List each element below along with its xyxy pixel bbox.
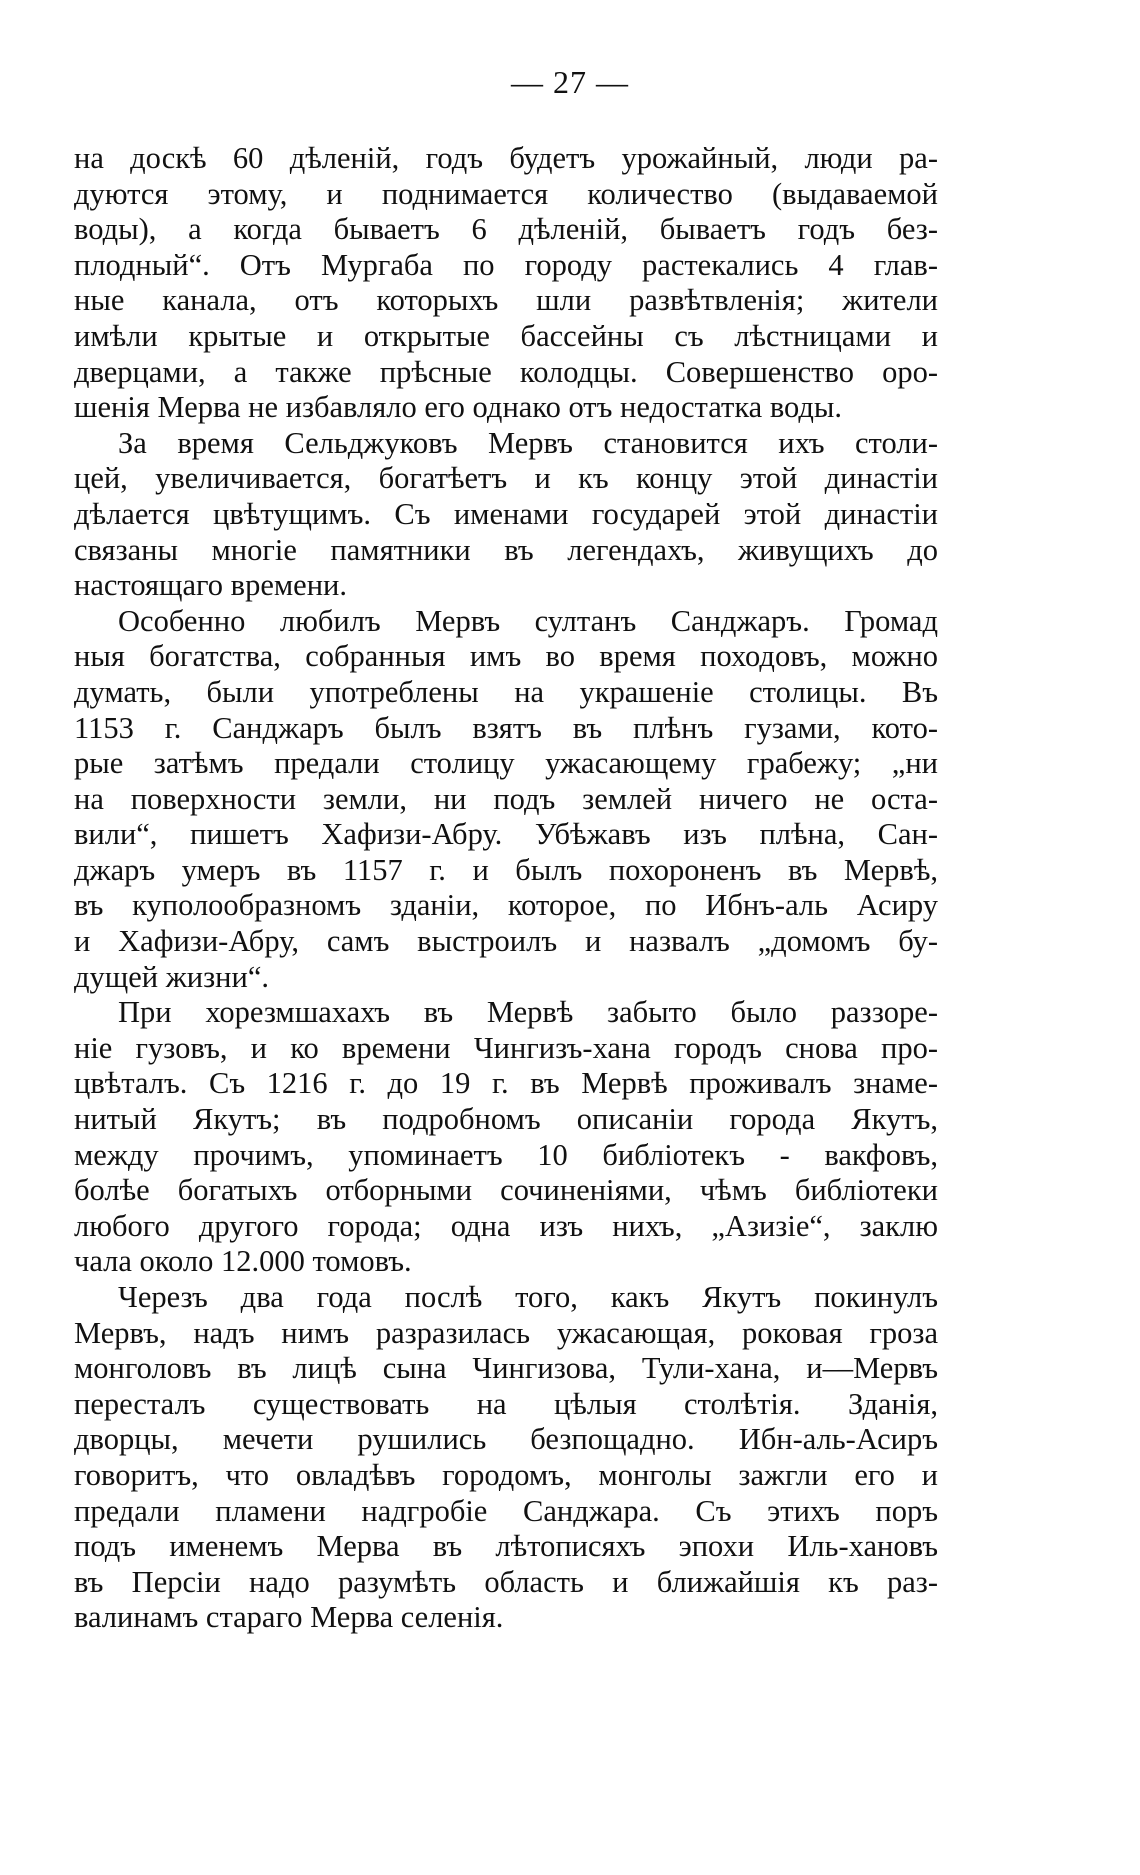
text-line: говоритъ, что овладѣвъ городомъ, монголы зажгли его и xyxy=(74,1457,938,1492)
text-line: монголовъ въ лицѣ сына Чингизова, Тули-хана, и––Мервъ xyxy=(74,1351,938,1386)
text-line: джаръ умеръ въ 1157 г. и былъ похороненъ въ Мервѣ, xyxy=(74,852,938,887)
text-line: пересталъ существовать на цѣлыя столѣтія. Зданія, xyxy=(74,1386,938,1421)
body-text xyxy=(74,141,938,1636)
text-line: думать, были употреблены на украшеніе столицы. Въ xyxy=(74,674,938,709)
text-line: валинамъ стараго Мерва селенія. xyxy=(74,1600,504,1635)
text-line: въ Персіи надо разумѣть область и ближайшія къ раз- xyxy=(74,1564,938,1599)
text-line: ніе гузовъ, и ко времени Чингизъ-хана городъ снова про- xyxy=(74,1030,938,1065)
text-line: При хорезмшахахъ въ Мервѣ забыто было раззоре- xyxy=(118,995,938,1030)
text-line: 1153 г. Санджаръ былъ взятъ въ плѣнъ гузами, кото- xyxy=(74,710,938,745)
text-line: Мервъ, надъ нимъ разразилась ужасающая, роковая гроза xyxy=(74,1315,938,1350)
text-line: дворцы, мечети рушились безпощадно. Ибн-аль-Асиръ xyxy=(74,1422,938,1457)
text-line: дверцами, а также прѣсные колодцы. Совершенство оро- xyxy=(74,354,938,389)
text-line: предали пламени надгробіе Санджара. Съ этихъ поръ xyxy=(74,1493,938,1528)
text-line: За время Сельджуковъ Мервъ становится ихъ столи- xyxy=(118,425,938,460)
text-line: Особенно любилъ Мервъ султанъ Санджаръ. Громад xyxy=(118,603,938,638)
text-line: чала около 12.000 томовъ. xyxy=(74,1244,412,1279)
text-line: вили“, пишетъ Хафизи-Абру. Убѣжавъ изъ плѣна, Сан- xyxy=(74,817,938,852)
text-line: любого другого города; одна изъ нихъ, „Азизіе“, заклю xyxy=(74,1208,938,1243)
text-line: рые затѣмъ предали столицу ужасающему грабежу; „ни xyxy=(74,746,938,781)
text-line: имѣли крытые и открытые бассейны съ лѣстницами и xyxy=(74,318,938,353)
text-line: связаны многіе памятники въ легендахъ, живущихъ до xyxy=(74,532,938,567)
page-number: — 27 — xyxy=(511,64,629,100)
text-line: Черезъ два года послѣ того, какъ Якутъ покинулъ xyxy=(118,1280,938,1314)
text-line: дѣлается цвѣтущимъ. Съ именами государей этой династіи xyxy=(74,496,938,531)
text-line: въ куполообразномъ зданіи, которое, по Ибнъ-аль Асиру xyxy=(74,888,938,923)
text-line: на поверхности земли, ни подъ землей ничего не оста- xyxy=(74,781,938,816)
text-line: цей, увеличивается, богатѣетъ и къ концу этой династіи xyxy=(74,461,938,496)
text-line: на доскѣ 60 дѣленій, годъ будетъ урожайный, люди ра- xyxy=(74,141,938,175)
text-line: болѣе богатыхъ отборными сочиненіями, чѣмъ библіотеки xyxy=(74,1173,938,1208)
text-line: настоящаго времени. xyxy=(74,568,347,603)
text-line: подъ именемъ Мерва въ лѣтописяхъ эпохи Иль-хановъ xyxy=(74,1529,938,1564)
text-line: воды), а когда бываетъ 6 дѣленій, бываетъ годъ без- xyxy=(74,212,938,247)
text-line: шенія Мерва не избавляло его однако отъ недостатка воды. xyxy=(74,390,843,425)
text-line: дуются этому, и поднимается количество (выдаваемой xyxy=(74,176,938,211)
text-line: ныя богатства, собранныя имъ во время походовъ, можно xyxy=(74,639,938,674)
text-line: нитый Якутъ; въ подробномъ описаніи города Якутъ, xyxy=(74,1102,938,1137)
text-line: дущей жизни“. xyxy=(74,959,269,994)
text-line: плодный“. Отъ Мургаба по городу растекались 4 глав- xyxy=(74,247,938,282)
text-line: ные канала, отъ которыхъ шли развѣтвленія; жители xyxy=(74,283,938,318)
text-line: и Хафизи-Абру, самъ выстроилъ и назвалъ „домомъ бу- xyxy=(74,924,938,959)
text-line: между прочимъ, упоминаетъ 10 библіотекъ - вакфовъ, xyxy=(74,1137,938,1172)
text-line: цвѣталъ. Съ 1216 г. до 19 г. въ Мервѣ проживалъ знаме- xyxy=(74,1066,938,1101)
